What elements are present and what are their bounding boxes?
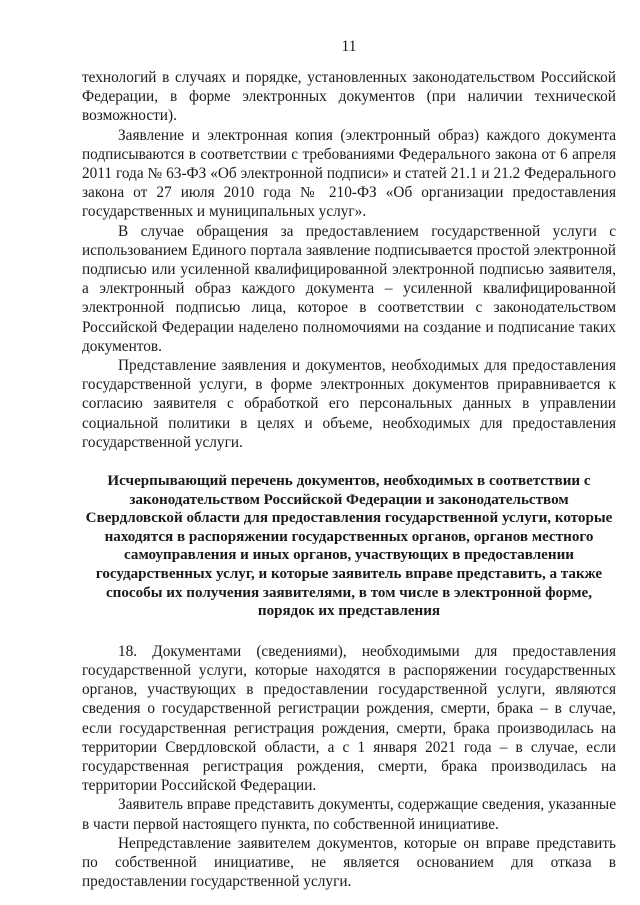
paragraph-non-submission: Непредставление заявителем документов, которые он вправе представить по собственной инициативе, не является основанием для отказа в предоставлении государственной услуги. xyxy=(82,834,616,891)
paragraph-unified-portal: В случае обращения за предоставлением государственной услуги с использованием Единого портала заявление подписывается простой электронной подписью или усиленной квалифицированной электронной подписью заявителя, а электронный образ каждого документа – усиленной квалифицированной электронной подписью лица, которое в соответствии с законодательством Российской Федерации наделено полномочиями на создание и подписание таких документов. xyxy=(82,222,616,355)
page-number: 11 xyxy=(341,38,357,55)
paragraph-personal-data-consent: Представление заявления и документов, необходимых для предоставления государственной услуги, в форме электронных документов приравнивается к согласию заявителя с обработкой его персональных данных в управлении социальной политики в целях и объеме, необходимых для предоставления государственной услуги. xyxy=(82,357,616,451)
paragraph-electronic-signature: Заявление и электронная копия (электронный образ) каждого документа подписываются в соответствии с требованиями Федерального закона от 6 апреля 2011 года № 63-ФЗ «Об электронной подписи» и статей 21.1 и 21.2 Федерального закона от 27 июля 2010 года № 210-ФЗ «Об организации предоставления государственных и муниципальных услуг». xyxy=(82,126,616,221)
paragraph-item-18: 18. Документами (сведениями), необходимыми для предоставления государственной услуги, которые находятся в распоряжении государственных органов, участвующих в предоставлении государственной услуги, являются сведения о государственной регистрации рождения, смерти, брака – в случае, если государственная регистрация рождения, смерти, брака производилась на территории Свердловской области, а с 1 января 2021 года – в случае, если государственная регистрация рождения, смерти, брака производилась на территории Российской Федерации. xyxy=(82,642,616,795)
section-heading: Исчерпывающий перечень документов, необходимых в соответствии с законодательством Российской Федерации и законодательством Свердловской области для предоставления государственной услуги, которые находятся в распоряжении государственных органов, органов местного самоуправления и иных органов, участвующих в предоставлении государственных услуг, и которые заявитель вправе представить, а также способы их получения заявителями, в том числе в электронной форме, порядок их представления xyxy=(85,473,613,620)
paragraph-continuation: технологий в случаях и порядке, установленных законодательством Российской Федерации, в форме электронных документов (при наличии технической возможности). xyxy=(82,69,616,125)
document-body xyxy=(82,68,616,891)
paragraph-own-initiative: Заявитель вправе представить документы, содержащие сведения, указанные в части первой настоящего пункта, по собственной инициативе. xyxy=(82,796,616,833)
